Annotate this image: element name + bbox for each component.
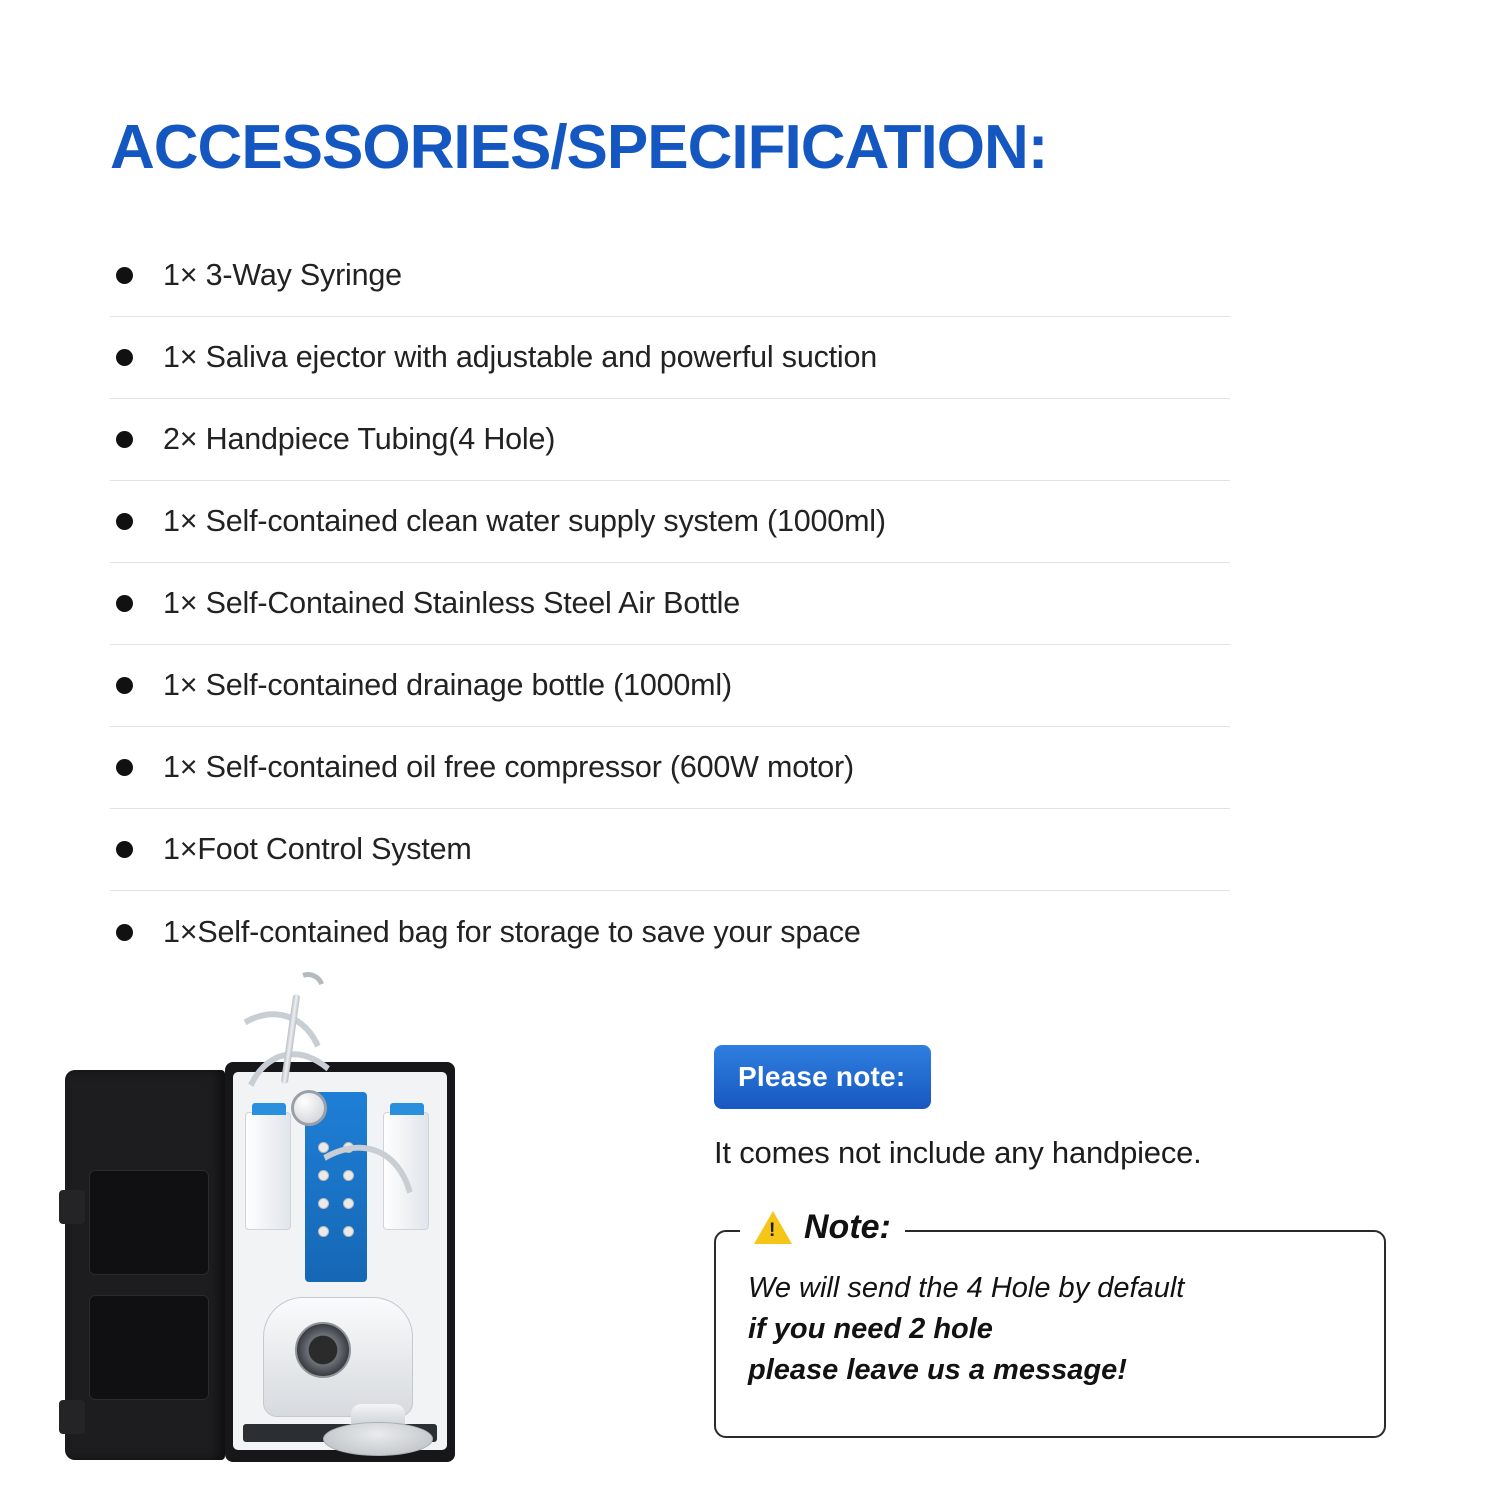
page-title: ACCESSORIES/SPECIFICATION:: [110, 113, 1048, 182]
bullet-icon: [116, 677, 133, 694]
storage-pocket: [89, 1295, 209, 1400]
please-note-badge: Please note:: [714, 1045, 931, 1109]
bullet-icon: [116, 349, 133, 366]
bullet-icon: [116, 513, 133, 530]
bottle-cap: [390, 1103, 424, 1115]
list-item-label: 1× Self-contained oil free compressor (600W motor): [163, 750, 854, 784]
bullet-icon: [116, 759, 133, 776]
bullet-icon: [116, 431, 133, 448]
bullet-icon: [116, 924, 133, 941]
list-item-label: 1× Self-contained drainage bottle (1000ml): [163, 668, 732, 702]
list-item: [110, 891, 1230, 973]
bullet-icon: [116, 595, 133, 612]
note-legend-label: Note:: [804, 1208, 891, 1246]
storage-pocket: [89, 1170, 209, 1275]
list-item: [110, 399, 1230, 481]
note-line-2: if you need 2 hole: [748, 1313, 993, 1346]
list-item: [110, 235, 1230, 317]
list-item-label: 1×Self-contained bag for storage to save your space: [163, 914, 861, 949]
list-item-label: 2× Handpiece Tubing(4 Hole): [163, 422, 556, 456]
case-latch: [59, 1190, 85, 1224]
list-item-label: 1× 3-Way Syringe: [163, 258, 402, 292]
please-note-block: [714, 1045, 1386, 1171]
foot-pedal: [323, 1422, 433, 1456]
list-item: [110, 317, 1230, 399]
note-legend: [740, 1208, 905, 1247]
accessories-list: [110, 235, 1230, 973]
list-item-label: 1×Foot Control System: [163, 832, 472, 866]
warning-icon: [754, 1211, 792, 1244]
please-note-text: It comes not include any handpiece.: [714, 1135, 1202, 1170]
note-body: [748, 1268, 1360, 1392]
list-item-label: 1× Saliva ejector with adjustable and powerful suction: [163, 340, 878, 374]
bullet-icon: [116, 841, 133, 858]
list-item: [110, 481, 1230, 563]
bullet-icon: [116, 267, 133, 284]
list-item: [110, 809, 1230, 891]
note-line-3: please leave us a message!: [748, 1354, 1127, 1387]
list-item: [110, 563, 1230, 645]
list-item-label: 1× Self-contained clean water supply system (1000ml): [163, 504, 886, 538]
note-box: [714, 1208, 1386, 1438]
case-lid: [65, 1070, 225, 1460]
list-item-label: 1× Self-Contained Stainless Steel Air Bottle: [163, 586, 740, 620]
list-item: [110, 727, 1230, 809]
case-latch: [59, 1400, 85, 1434]
product-image: [55, 990, 615, 1490]
note-line-1: We will send the 4 Hole by default: [748, 1272, 1185, 1304]
list-item: [110, 645, 1230, 727]
